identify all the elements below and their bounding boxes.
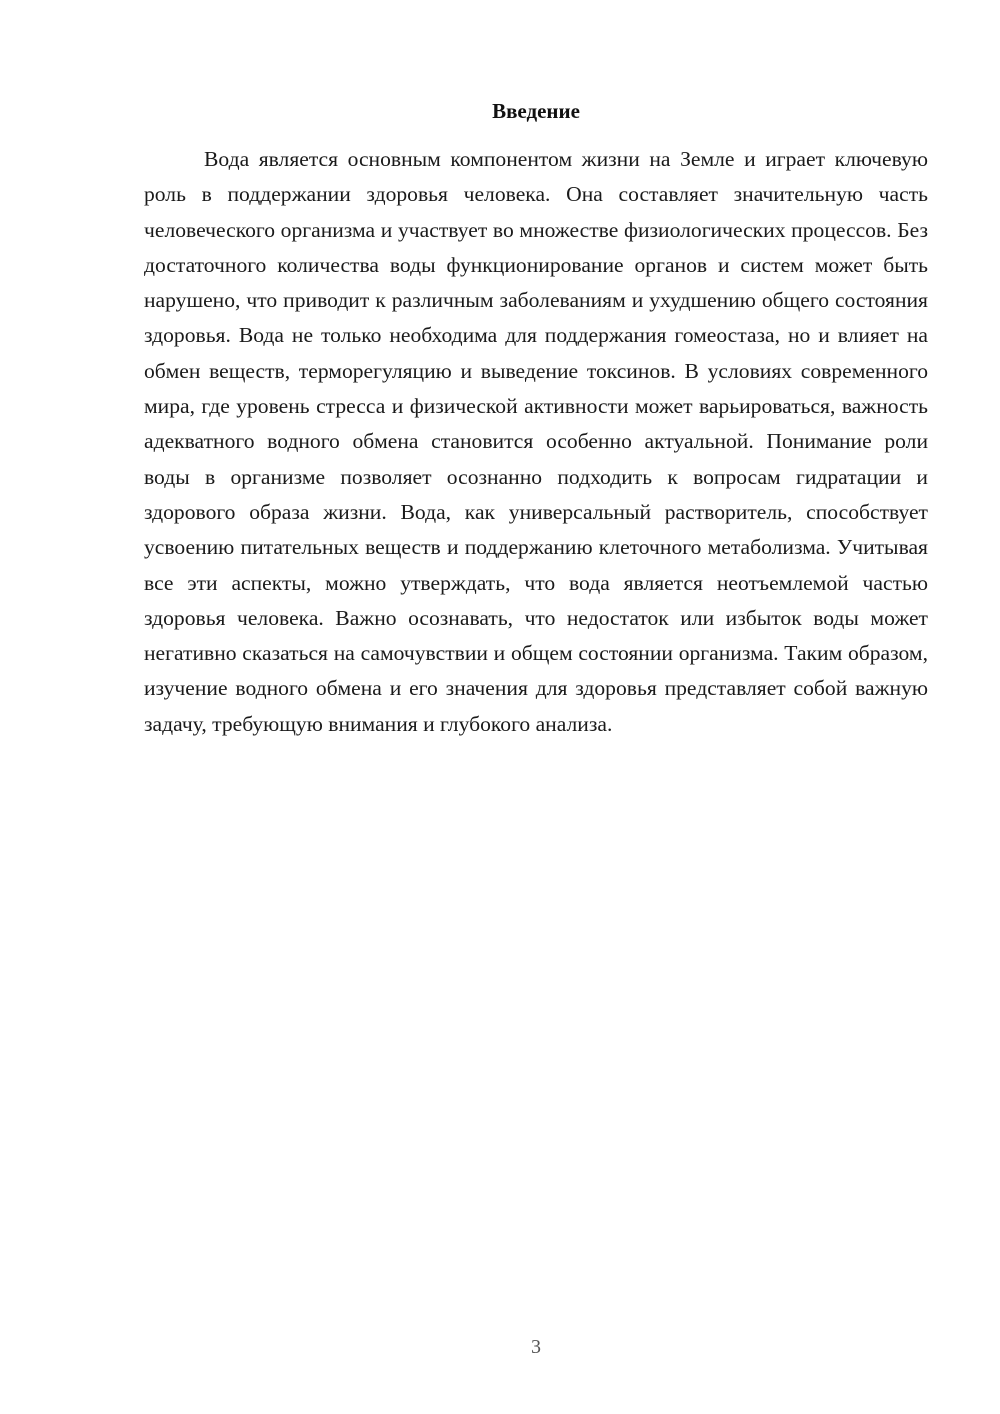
page-number: 3 [531, 1336, 541, 1358]
section-heading: Введение [492, 99, 580, 123]
body-paragraph: Вода является основным компонентом жизни на Земле и играет ключевую роль в поддержании здоровья человека. Она составляет значительную часть человеческого организма и участвует во множестве физиологических процессов. Без достаточного количества воды функционирование органов и систем может быть нарушено, что приводит к различным заболеваниям и ухудшению общего состояния здоровья. Вода не только необходима для поддержания гомеостаза, но и влияет на обмен веществ, терморегуляцию и выведение токсинов. В условиях современного мира, где уровень стресса и физической активности может варьироваться, важность адекватного водного обмена становится особенно актуальной. Понимание роли воды в организме позволяет осознанно подходить к вопросам гидратации и здорового образа жизни. Вода, как универсальный растворитель, способствует усвоению питательных веществ и поддержанию клеточного метаболизма. Учитывая все эти аспекты, можно утверждать, что вода является неотъемлемой частью здоровья человека. Важно осознавать, что недостаток или избыток воды может негативно сказаться на самочувствии и общем состоянии организма. Таким образом, изучение водного обмена и его значения для здоровья представляет собой важную задачу, требующую внимания и глубокого анализа. [144, 147, 928, 736]
